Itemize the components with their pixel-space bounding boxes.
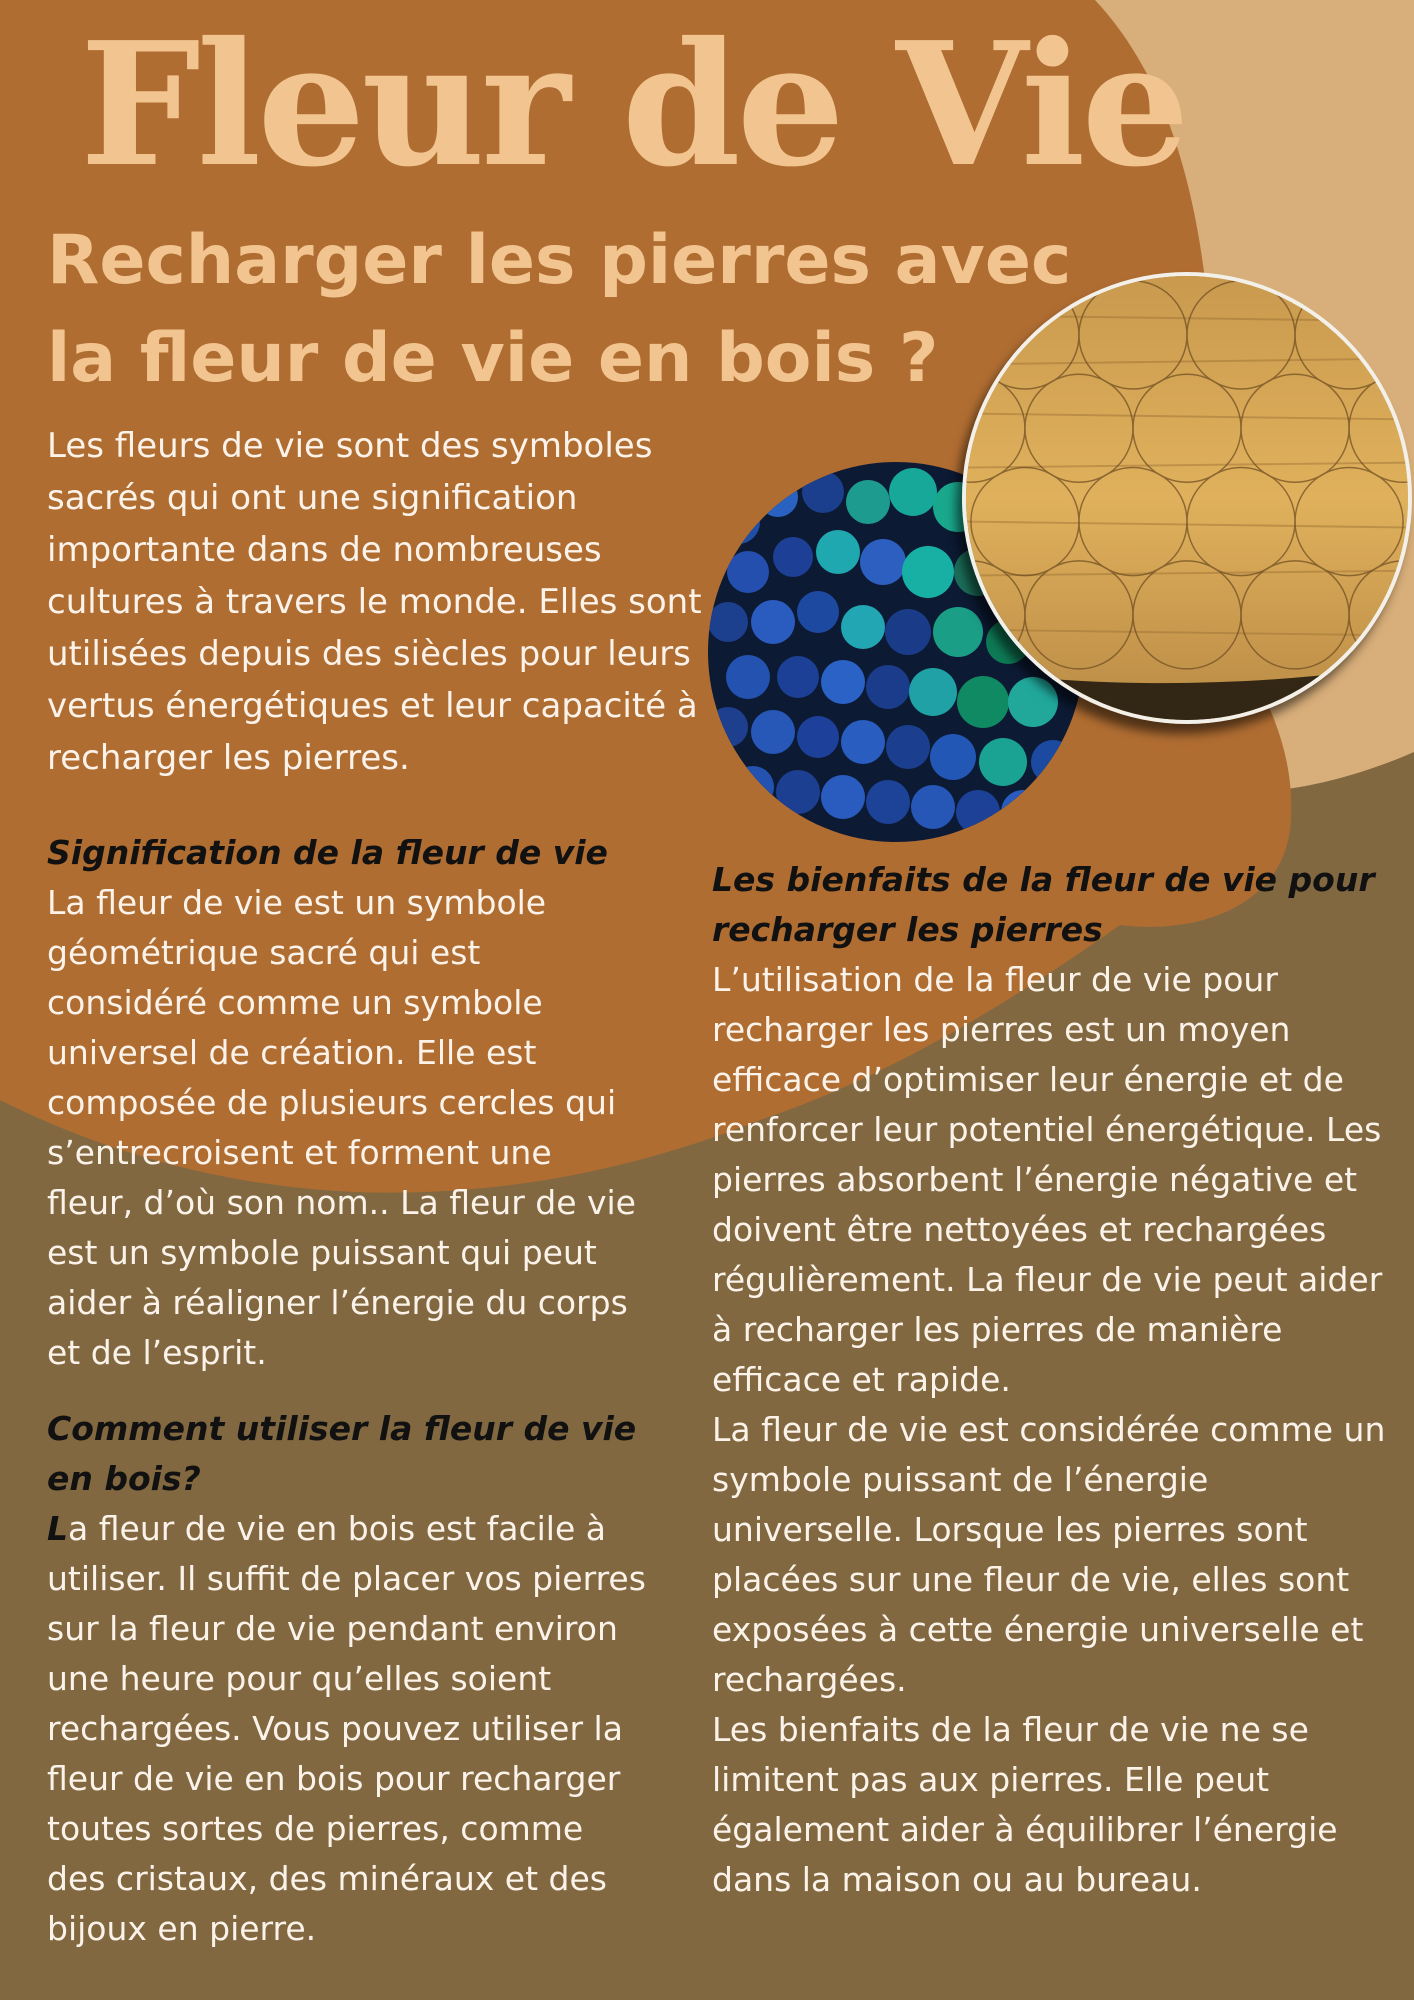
section-signification <box>47 828 647 1378</box>
section-heading: Les bienfaits de la fleur de vie pour recharger les pierres <box>712 860 1375 949</box>
section-paragraph: La fleur de vie est considérée comme un symbole puissant de l’énergie universelle. Lorsque les pierres sont placées sur une fleur de vie, elles sont exposées à cette énergie universelle et rechargées. <box>712 1410 1386 1699</box>
section-paragraph: La fleur de vie est un symbole géométrique sacré qui est considéré comme un symbole universel de création. Elle est composée de plusieurs cercles qui s’entrecroisent et forment une fleur, d’où son nom.. La fleur de vie est un symbole puissant qui peut aider à réaligner l’énergie du corps et de l’esprit. <box>47 883 636 1372</box>
section-paragraph: Les bienfaits de la fleur de vie ne se limitent pas aux pierres. Elle peut également aider à équilibrer l’énergie dans la maison ou au bureau. <box>712 1710 1338 1899</box>
section-paragraph: L’utilisation de la fleur de vie pour recharger les pierres est un moyen efficace d’optimiser leur énergie et de renforcer leur potentiel énergétique. Les pierres absorbent l’énergie négative et doivent être nettoyées et rechargées régulièrement. La fleur de vie peut aider à recharger les pierres de manière efficace et rapide. <box>712 960 1383 1399</box>
section-heading: Comment utiliser la fleur de vie en bois? <box>47 1409 637 1498</box>
page-title: Fleur de Vie <box>80 5 1186 205</box>
page-subtitle: Recharger les pierres avec la fleur de vie en bois ? <box>47 221 1072 398</box>
section-paragraph <box>47 1504 647 1954</box>
section-paragraph-text: a fleur de vie en bois est facile à utiliser. Il suffit de placer vos pierres sur la fleur de vie pendant environ une heure pour qu’elles soient rechargées. Vous pouvez utiliser la fleur de vie en bois pour recharger toutes sortes de pierres, comme des cristaux, des minéraux et des bijoux en pierre. <box>47 1509 646 1948</box>
section-heading: Signification de la fleur de vie <box>47 833 608 872</box>
section-usage <box>47 1404 647 1954</box>
intro-paragraph: Les fleurs de vie sont des symboles sacrés qui ont une signification importante dans de nombreuses cultures à travers le monde. Elles sont utilisées depuis des siècles pour leurs vertus énergétiques et leur capacité à recharger les pierres. <box>47 426 702 778</box>
drop-letter: L <box>47 1509 69 1548</box>
section-benefits <box>712 855 1392 1905</box>
wooden-flower-of-life-photo <box>962 272 1412 724</box>
